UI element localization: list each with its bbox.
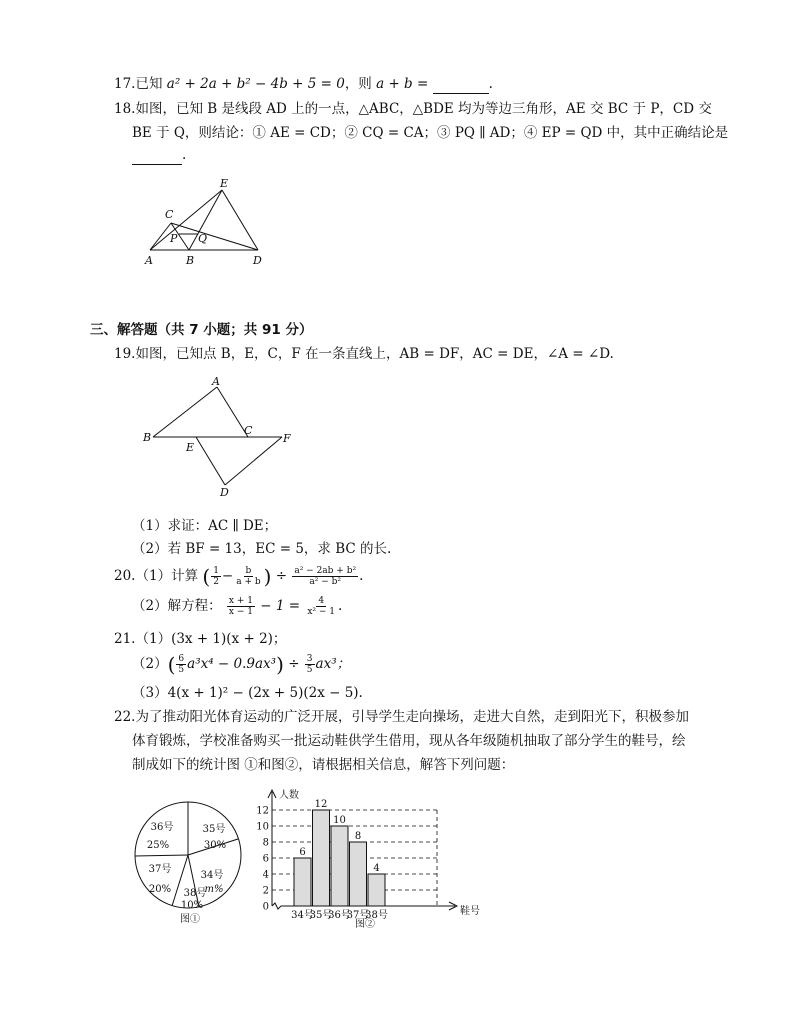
segment-ED (196, 437, 225, 485)
y-tick-label: 8 (262, 837, 269, 849)
question-20-part-2: （2）解方程： $\frac{x + 1}{x - 1}$ − 1 = $\frac{4}{\text{x² − 1}}$ . (132, 596, 343, 617)
question-number: 21. (114, 631, 136, 647)
question-18-line-2: BE 于 Q，则结论：① AE = CD；② CQ = CA；③ PQ ∥ AD；④ EP = QD 中，其中正确结论是 (132, 125, 729, 141)
y-tick-label: 6 (262, 853, 269, 865)
x-axis-label: 鞋号 (460, 906, 480, 917)
segment-AC (150, 223, 171, 250)
segment-AB (153, 387, 217, 437)
label-E: E (220, 177, 229, 190)
y-axis-label: 人数 (279, 790, 299, 801)
x-tick-label: 38号 (365, 910, 388, 921)
figure-q18 (138, 176, 268, 268)
question-21-part-3: （3）4(x + 1)² − (2x + 5)(2x − 5). (132, 685, 363, 701)
slice-value: 30% (203, 840, 227, 851)
question-22: 22.为了推动阳光体育运动的广泛开展，引导学生走向操场，走进大自然，走到阳光下，积极参加 (114, 709, 689, 725)
question-number: 22. (114, 709, 136, 725)
figure-caption: 图② (355, 919, 375, 930)
x-tick-label: 35号 (309, 910, 333, 921)
fraction: $\frac{4}{\text{x² − 1}}$ (307, 596, 336, 617)
question-17: 17.已知 a² + 2a + b² − 4b + 5 = 0，则 a + b = . (114, 76, 493, 92)
slice-label: 34号 (200, 870, 224, 881)
bar-chart (255, 784, 495, 930)
question-number: 19. (114, 346, 136, 362)
question-number: 20. (114, 568, 136, 584)
y-tick-label: 0 (262, 901, 269, 913)
answer-blank[interactable] (132, 146, 182, 165)
question-18 (114, 100, 712, 118)
bar-value-label: 12 (314, 799, 328, 810)
x-tick-label: 37号 (346, 910, 370, 921)
bar-value-label: 4 (373, 863, 380, 874)
label-C: C (244, 424, 253, 437)
slice-value: m% (204, 884, 224, 895)
fraction: $\frac{6}{5}$ (178, 654, 185, 675)
label-E: E (186, 441, 195, 454)
label-F: F (283, 432, 291, 445)
bar-value-label: 8 (354, 831, 362, 842)
fraction: $\frac{3}{5}$ (306, 654, 313, 675)
label-A: A (145, 254, 153, 267)
fraction: $\frac{b}{a + b}$ (236, 566, 261, 587)
question-number: 18. (114, 101, 136, 117)
slice-value: 25% (146, 840, 170, 851)
label-B: B (186, 254, 195, 267)
label-D: D (253, 254, 262, 267)
axis-break (272, 903, 281, 909)
y-tick-label: 2 (262, 885, 269, 897)
label-D: D (220, 486, 229, 499)
segment-DF (225, 437, 282, 485)
x-tick-label: 36号 (328, 910, 351, 921)
fraction: $\frac{1}{2}$ (213, 566, 219, 587)
slice-label: 37号 (148, 864, 172, 875)
figure-q19 (140, 375, 300, 500)
label-P: P (170, 232, 178, 245)
pie-chart (128, 800, 248, 930)
slice-label: 36号 (150, 822, 174, 833)
bar (331, 826, 348, 906)
bar (350, 842, 367, 906)
question-19-part-1: （1）求证：AC ∥ DE； (132, 518, 278, 534)
bar-value-label: 10 (333, 815, 346, 826)
fraction: $\frac{x + 1}{x - 1}$ (228, 596, 253, 617)
equation: a² + 2a + b² − 4b + 5 = 0 (166, 76, 345, 92)
figure-caption: 图① (180, 914, 200, 925)
question-text-line-1: 如图，已知 B 是线段 AD 上的一点，△ABC，△BDE 均为等边三角形，AE 交 BC 于 P，CD 交 (135, 101, 712, 117)
question-19: 19.如图，已知点 B，E，C，F 在一条直线上，AB = DF，AC = DE，∠A = ∠D. (114, 346, 614, 362)
question-19-part-2: （2）若 BF = 13，EC = 5，求 BC 的长. (132, 541, 392, 557)
bar-value-label: 6 (299, 847, 306, 858)
question-18-answer: . (132, 146, 186, 165)
y-tick-label: 10 (256, 821, 269, 833)
bar (313, 810, 330, 906)
question-21-part-1: 21.（1）(3x + 1)(x + 2)； (114, 631, 287, 647)
bar (368, 874, 385, 906)
answer-blank[interactable] (433, 75, 489, 94)
slice-label: 35号 (202, 824, 226, 835)
y-tick-label: 4 (262, 869, 269, 881)
segment-CD (171, 223, 258, 250)
question-number: 17. (114, 76, 136, 92)
bar (294, 858, 311, 906)
label-A: A (212, 375, 220, 388)
question-20-part-1: 20.（1）计算 ( $\frac{1}{2}$ − $\frac{b}{a + b}$ ) ÷ $\frac{\text{a² − 2ab + b²}}{\text{a² − b²}}$ . (114, 564, 364, 589)
slice-value: 10% (180, 900, 204, 911)
slice-label: 38号 (183, 888, 207, 899)
y-tick-label: 12 (256, 805, 269, 817)
label-B: B (143, 431, 152, 444)
fraction: $\frac{\text{a² − 2ab + b²}}{\text{a² − b²}}$ (294, 566, 357, 587)
slice-value: 20% (148, 884, 172, 895)
question-22-line-3: 制成如下的统计图 ①和图②，请根据相关信息，解答下列问题： (132, 757, 515, 773)
x-tick-label: 34号 (291, 910, 314, 921)
label-Q: Q (198, 232, 208, 245)
segment-AE (150, 190, 222, 250)
question-22-line-2: 体育锻炼，学校准备购买一批运动鞋供学生借用，现从各年级随机抽取了部分学生的鞋号，绘 (132, 733, 686, 749)
question-21-part-2: （2）( $\frac{6}{5}$ a³x⁴ − 0.9ax³) ÷ $\frac{3}{5}$ ax³； (132, 652, 351, 677)
section-title: 三、解答题（共 7 小题；共 91 分） (90, 322, 313, 338)
label-C: C (165, 208, 174, 221)
